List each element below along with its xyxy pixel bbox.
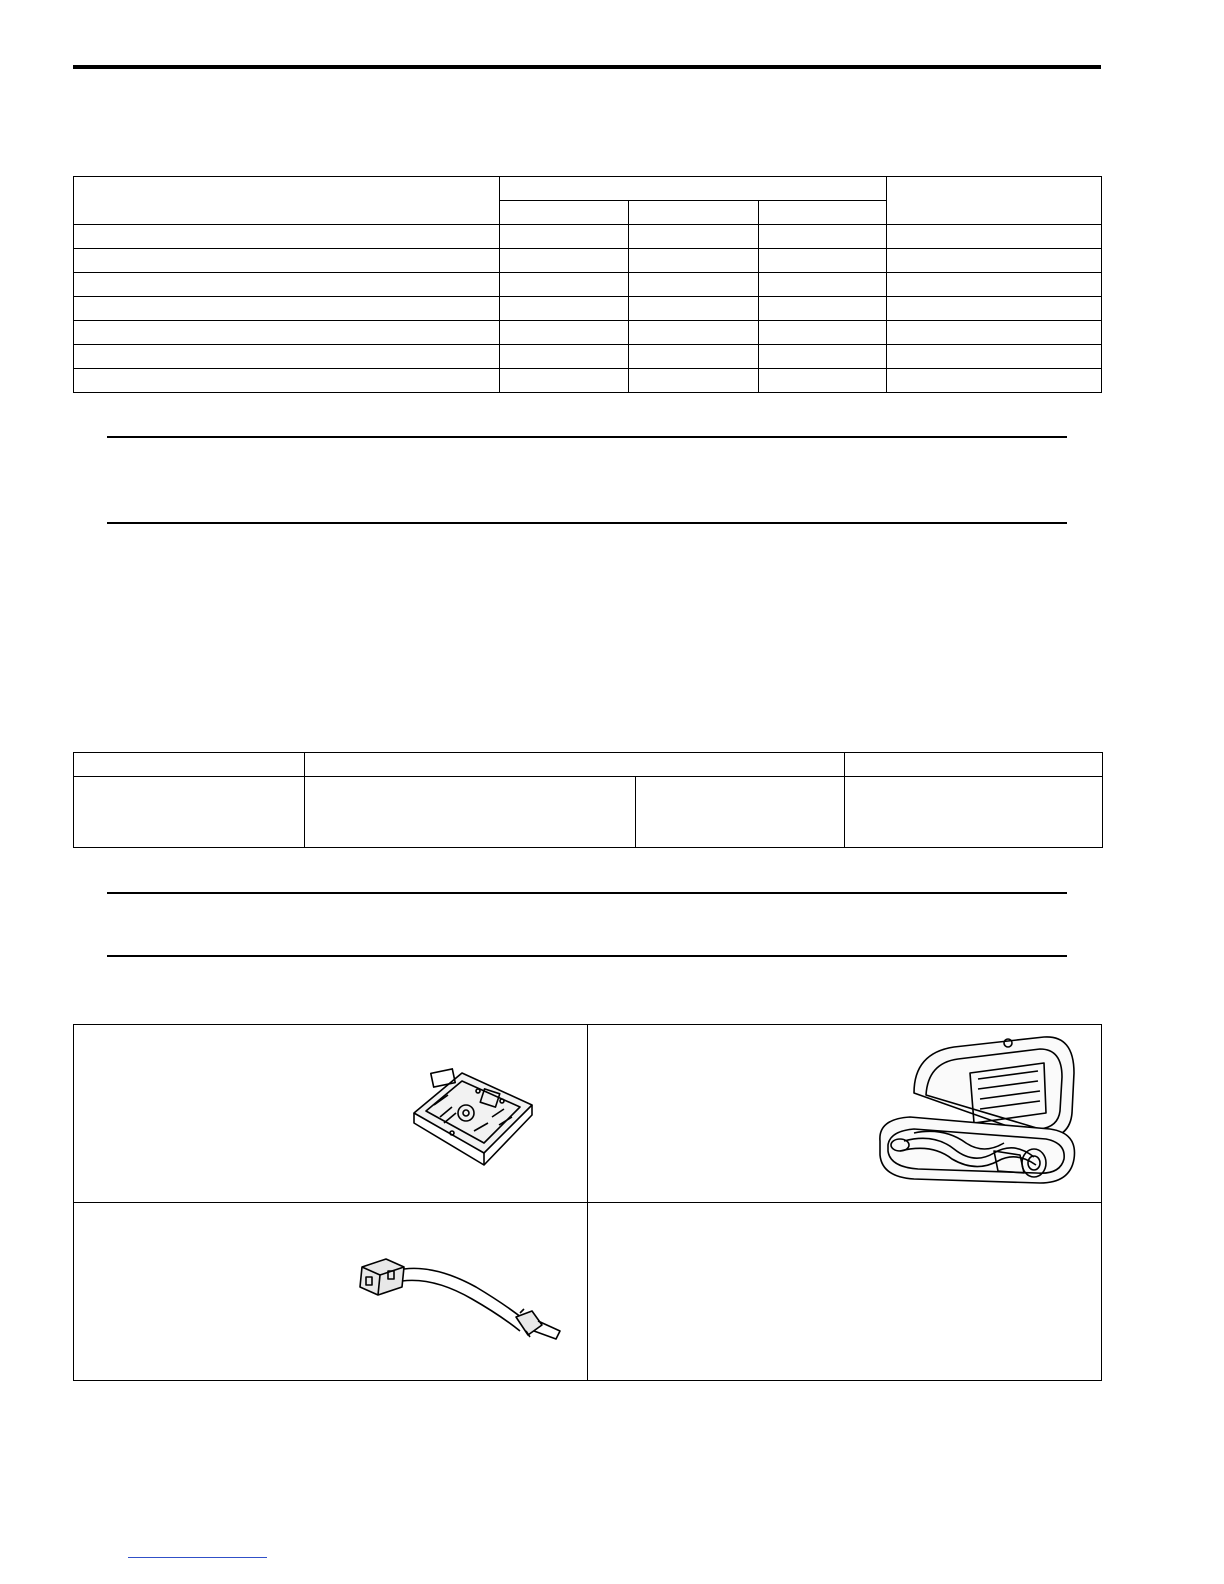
special-tools-table <box>73 1024 1102 1381</box>
table-row <box>74 249 1102 273</box>
note-rule-top <box>107 436 1067 438</box>
table-row <box>74 321 1102 345</box>
header-rule <box>73 65 1101 69</box>
cable-kit-case-icon <box>874 1033 1080 1195</box>
material-table <box>73 752 1103 848</box>
material-header-1 <box>74 753 305 777</box>
table-row <box>74 777 1103 848</box>
note-rule-top <box>107 892 1067 894</box>
spec-subheader-3 <box>759 201 887 225</box>
material-header-2 <box>305 753 845 777</box>
special-tool-cell <box>588 1203 1102 1381</box>
specification-table <box>73 176 1102 393</box>
control-module-icon <box>404 1061 539 1171</box>
spec-subheader-2 <box>629 201 759 225</box>
footer-link-underline[interactable] <box>128 1557 267 1558</box>
table-row <box>74 345 1102 369</box>
special-tool-cell <box>74 1203 588 1381</box>
table-row <box>74 369 1102 393</box>
table-row <box>74 225 1102 249</box>
special-tool-cell <box>74 1025 588 1203</box>
note-rule-bottom <box>107 955 1067 957</box>
special-tool-cell <box>588 1025 1102 1203</box>
table-row <box>74 273 1102 297</box>
note-rule-bottom <box>107 522 1067 524</box>
table-row <box>74 297 1102 321</box>
material-header-3 <box>845 753 1103 777</box>
connector-harness-icon <box>356 1247 562 1343</box>
spec-header-remarks <box>887 177 1102 225</box>
spec-header-group <box>500 177 887 201</box>
spec-subheader-1 <box>500 201 629 225</box>
spec-header-item <box>74 177 500 225</box>
